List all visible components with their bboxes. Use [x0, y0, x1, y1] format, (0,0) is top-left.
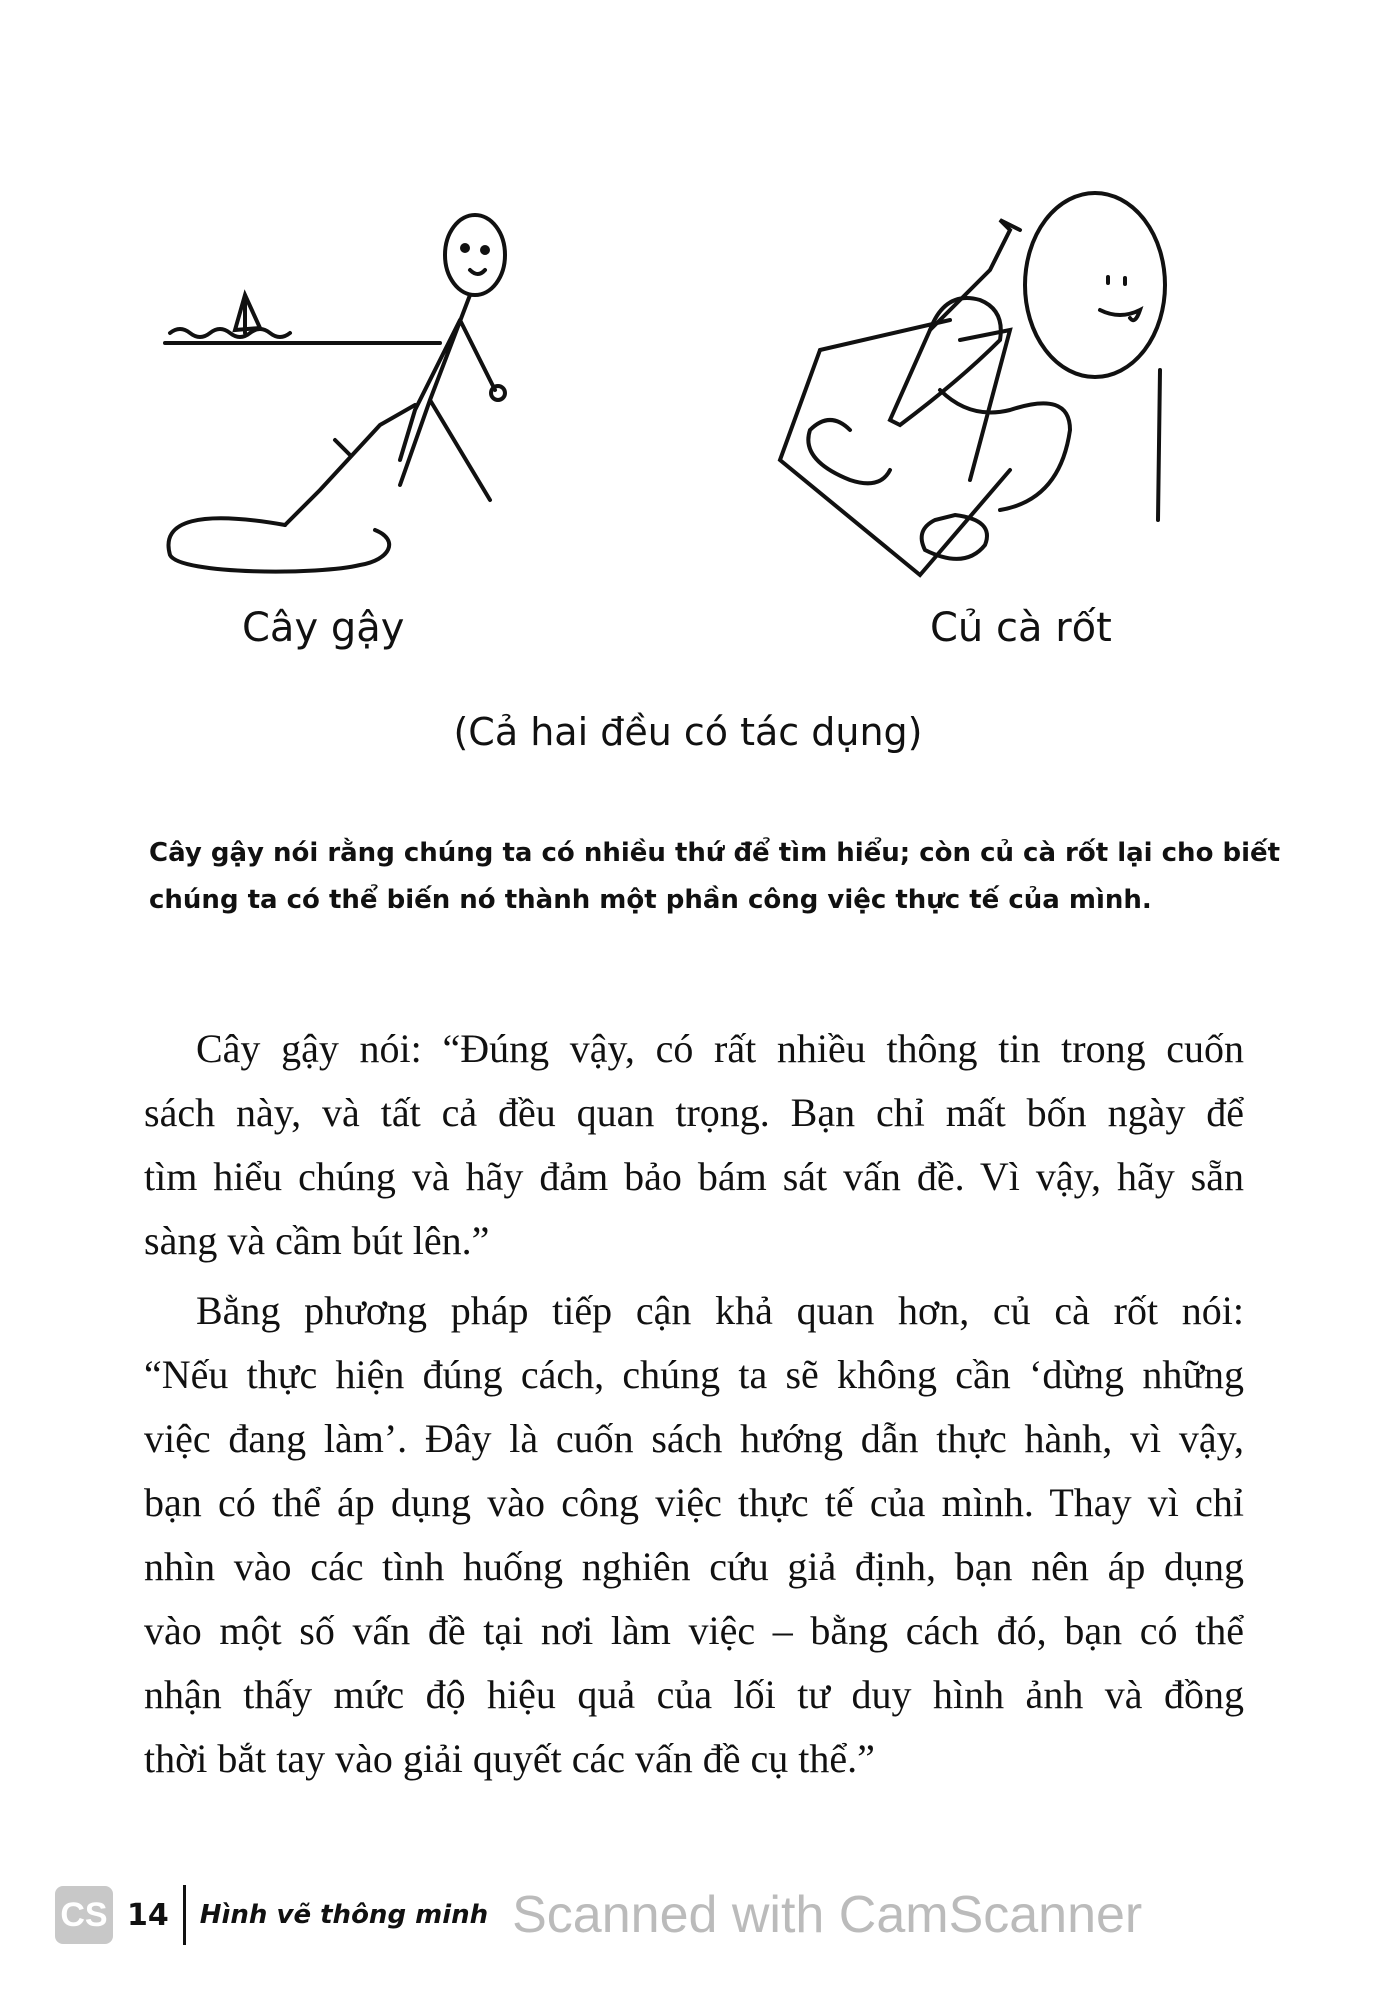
stick-figure-with-stick-illustration: [160, 200, 560, 580]
caption-line: chúng ta có thể biến nó thành một phần công việc thực tế của mình.: [149, 885, 1152, 915]
body-text: [144, 1017, 1244, 1791]
paragraph-line: sàng và cầm bút lên.”: [144, 1218, 490, 1263]
paragraph-line: nhận thấy mức độ hiệu quả của lối tư duy hình ảnh và đồng: [144, 1672, 1244, 1717]
paragraph-line: vào một số vấn đề tại nơi làm việc – bằng cách đó, bạn có thể: [144, 1608, 1244, 1653]
stick-figure-with-carrot-illustration: [760, 180, 1240, 580]
paragraph-line: bạn có thể áp dụng vào công việc thực tế của mình. Thay vì chỉ: [144, 1480, 1244, 1525]
camscanner-logo-icon: CS: [55, 1886, 113, 1944]
paragraph-line: Bằng phương pháp tiếp cận khả quan hơn, củ cà rốt nói:: [196, 1288, 1244, 1333]
paragraph-line: nhìn vào các tình huống nghiên cứu giả định, bạn nên áp dụng: [144, 1544, 1244, 1589]
paragraph-line: Cây gậy nói: “Đúng vậy, có rất nhiều thông tin trong cuốn: [196, 1026, 1244, 1071]
paragraph-line: thời bắt tay vào giải quyết các vấn đề cụ thể.”: [144, 1736, 875, 1781]
illustration-subtitle: (Cả hai đều có tác dụng): [453, 710, 923, 754]
paragraph-line: tìm hiểu chúng và hãy đảm bảo bám sát vấn đề. Vì vậy, hãy sẵn: [144, 1154, 1244, 1199]
stick-label: Cây gậy: [242, 605, 405, 651]
running-title: Hình vẽ thông minh: [199, 1900, 489, 1930]
paragraph-line: “Nếu thực hiện đúng cách, chúng ta sẽ không cần ‘dừng những: [144, 1352, 1244, 1397]
footer-divider: [183, 1885, 186, 1945]
figure-caption: [149, 830, 1281, 924]
scanner-watermark: Scanned with CamScanner: [512, 1886, 1143, 1944]
paragraph-line: việc đang làm’. Đây là cuốn sách hướng dẫn thực hành, vì vậy,: [144, 1416, 1244, 1461]
page-footer: [55, 1880, 1305, 1950]
caption-line: Cây gậy nói rằng chúng ta có nhiều thứ để tìm hiểu; còn củ cà rốt lại cho biết: [149, 838, 1281, 868]
carrot-label: Củ cà rốt: [930, 605, 1112, 651]
paragraph-line: sách này, và tất cả đều quan trọng. Bạn chỉ mất bốn ngày để: [144, 1090, 1244, 1135]
page-number: 14: [127, 1897, 169, 1933]
